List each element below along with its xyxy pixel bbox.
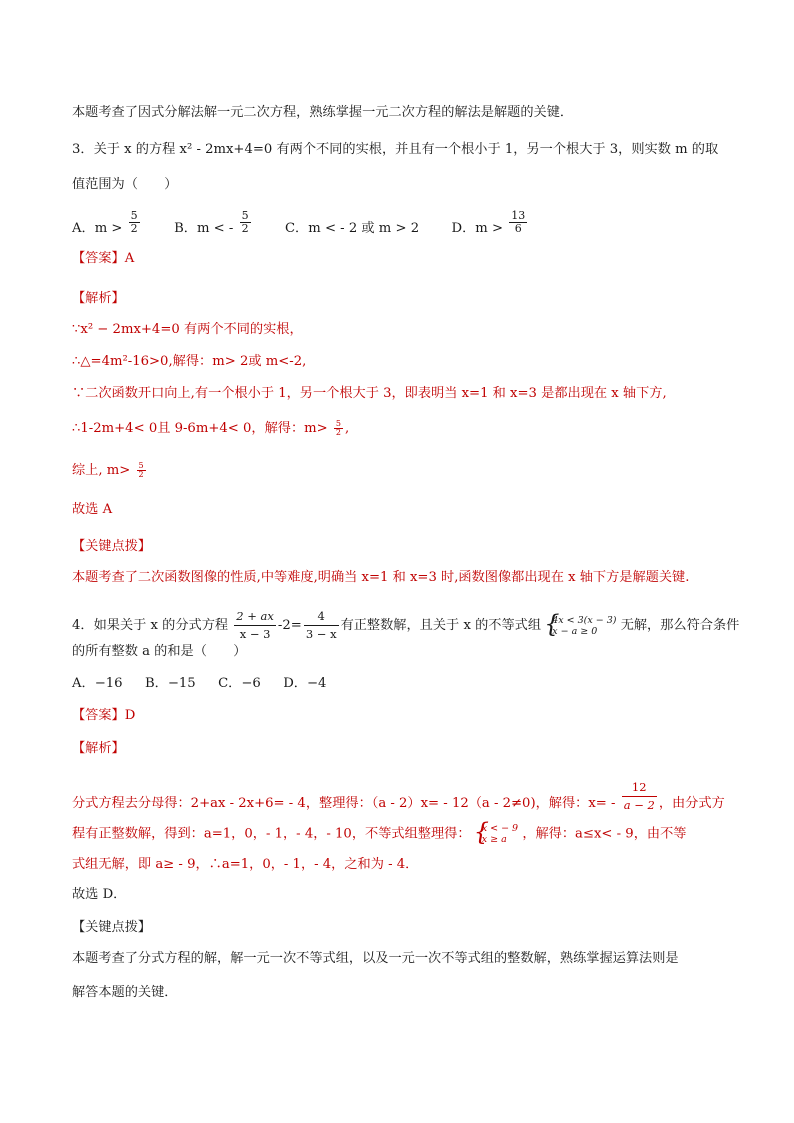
fraction-denominator: 2 [130,222,138,235]
q4-analysis-heading: 【解析】 [72,741,125,756]
q4-analysis-line1 [72,780,725,821]
q3-option-b-label: B．m < - [174,221,234,236]
q4-analysis-line2 [72,823,686,845]
fraction-numerator: 5 [335,419,341,428]
q4-analysis-line2-text: 程有正整数解，得到：a=1，0，- 1，- 4，- 10，不等式组整理得： [72,826,471,842]
q4-key-line2: 解答本题的关键． [72,985,178,1000]
q4-analysis-line1-text: 分式方程去分母得：2+ax - 2x+6= - 4，整理得：（a - 2）x= - 12（a - 2≠0)，解得：x= - [72,796,616,811]
q4-fraction-right [304,608,339,643]
q3-analysis-line2: ∴△=4m²-16>0,解得：m> 2或 m<-2, [72,354,307,369]
q4-stem-mid: -2= [277,618,302,633]
q3-stem-line1: 3．关于 x 的方程 x² - 2mx+4=0 有两个不同的实根，并且有一个根小于 1，另一个根大于 3，则实数 m 的取 [72,142,719,157]
q4-stem-suffix: 无解，那么符合条件 [620,618,740,633]
q3-options [72,209,529,241]
q3-key-heading: 【关键点拨】 [72,539,152,554]
q4-analysis-system-row1: { x < − 9 [481,823,519,834]
q4-stem-mid2: 有正整数解，且关于 x 的不等式组 [340,618,542,633]
fraction-denominator: x − 3 [234,625,276,643]
q3-option-a-fraction [129,210,140,235]
q3-answer: 【答案】A [72,251,135,266]
q3-analysis-line1: ∵x² − 2mx+4=0 有两个不同的实根， [72,322,303,337]
q4-options [72,675,326,693]
q3-analysis-line4 [72,420,349,438]
q4-choose: 故选 D． [72,887,127,902]
fraction-denominator: 2 [138,470,144,479]
q4-option-a: A．−16 [72,676,123,691]
q3-analysis-line5 [72,462,148,480]
q4-stem-prefix: 4．如果关于 x 的分式方程 [72,618,229,633]
q3-option-c-label: C．m < - 2 或 m > 2 [284,221,420,236]
q3-analysis-line3: ∵二次函数开口向上,有一个根小于 1，另一个根大于 3，即表明当 x=1 和 x=3 是都出现在 x 轴下方, [72,386,667,401]
q4-inequality-row2: x − a ≥ 0 [552,625,598,637]
fraction-numerator: 12 [631,780,647,794]
q3-analysis-heading: 【解析】 [72,291,125,306]
fraction-denominator: 2 [335,428,341,437]
q4-option-b: B．−15 [144,676,196,691]
q4-option-c: C．−6 [218,676,261,691]
q3-analysis-line5-fraction [137,462,146,479]
q3-analysis-line4-text: ∴1-2m+4< 0且 9-6m+4< 0，解得：m> [72,421,328,436]
fraction-numerator: 5 [241,209,249,222]
q3-key-body: 本题考查了二次函数图像的性质,中等难度,明确当 x=1 和 x=3 时,函数图像都出现在 x 轴下方是解题关键. [72,570,690,585]
q4-analysis-line1-fraction [622,779,657,814]
q3-option-a-label: A．m > [72,221,123,236]
q3-option-d-fraction [509,210,527,235]
q3-analysis-line4-suffix: , [345,421,350,436]
prev-summary: 本题考查了因式分解法解一元二次方程，熟练掌握一元二次方程的解法是解题的关键． [72,105,574,120]
fraction-numerator: 4 [317,609,325,623]
q4-key-heading: 【关键点拨】 [72,920,152,935]
q4-key-line1: 本题考查了分式方程的解，解一元一次不等式组，以及一元一次不等式组的整数解，熟练掌握运算法则是 [72,951,679,966]
q4-answer: 【答案】D [72,708,136,723]
q4-analysis-system [475,823,518,845]
fraction-denominator: 6 [509,222,527,235]
fraction-numerator: 5 [138,461,144,470]
q4-fraction-left [234,608,276,643]
q4-stem-line2: 的所有整数 a 的和是（ ） [72,644,247,659]
q3-analysis-line4-fraction [334,420,343,437]
q4-analysis-line2-suffix: ，解得：a≤x< - 9，由不等 [522,826,687,842]
q4-analysis-line3: 式组无解，即 a≥ - 9，∴a=1，0，- 1，- 4，之和为 - 4． [72,857,419,872]
fraction-numerator: 2 + ax [236,609,274,623]
q4-analysis-line1-suffix: ，由分式方 [658,796,725,811]
q3-stem-line2: 值范围为（ ） [72,177,178,192]
q3-option-b-fraction [240,210,251,235]
q4-inequality-system [545,615,616,637]
q3-option-d-label: D．m > [451,221,504,236]
q3-analysis-line5-text: 综上, m> [72,463,131,478]
fraction-numerator: 5 [130,209,138,222]
fraction-denominator: 2 [241,222,249,235]
fraction-numerator: 13 [511,209,526,222]
fraction-denominator: 3 − x [305,627,337,641]
q3-choose: 故选 A [72,502,113,517]
fraction-denominator: a − 2 [623,798,655,812]
q4-stem-line1 [72,608,739,643]
q4-inequality-row1: { 4x < 3(x − 3) [552,614,617,626]
q4-option-d: D．−4 [283,676,327,691]
q4-analysis-system-row2: x ≥ a [481,834,507,845]
